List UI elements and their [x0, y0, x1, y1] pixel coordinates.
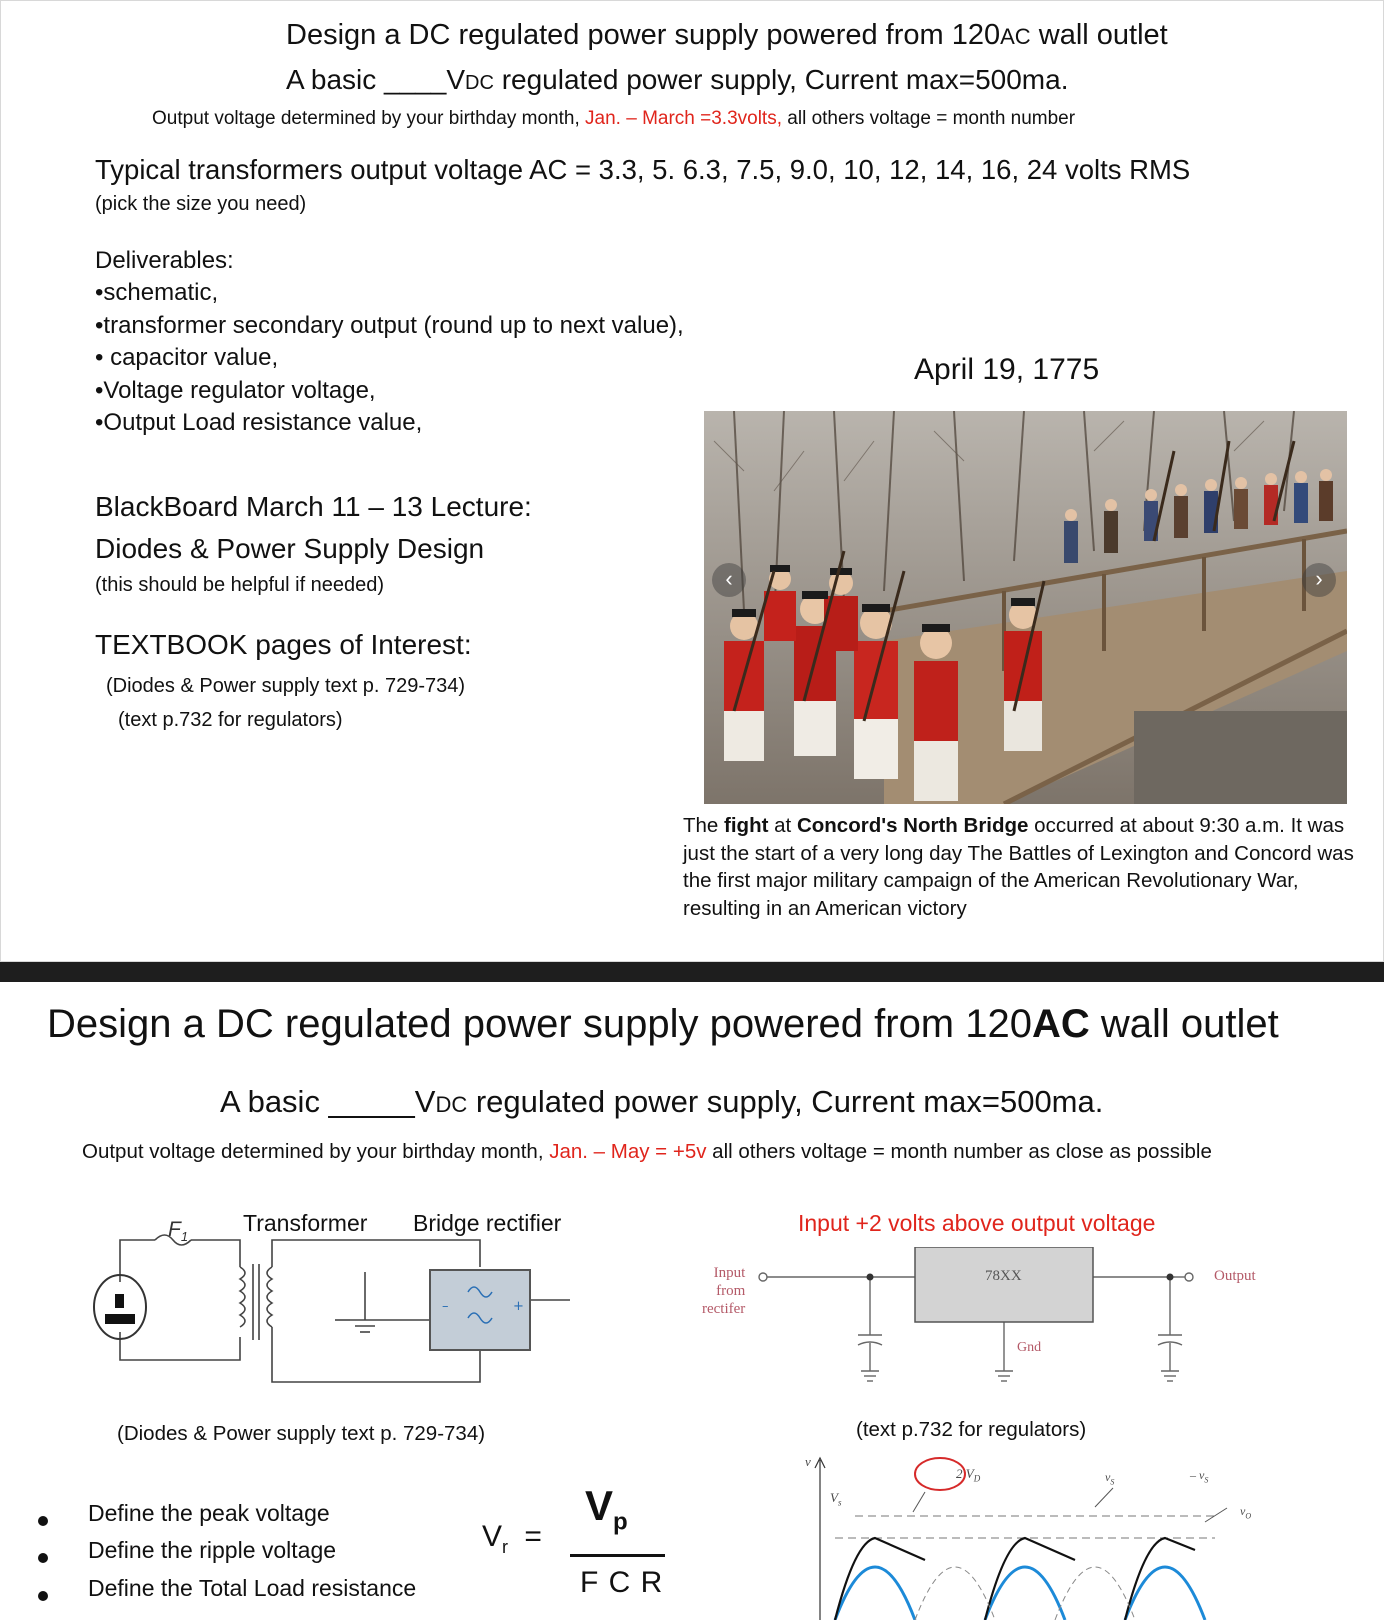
textbook-ref-1: (Diodes & Power supply text p. 729-734) — [106, 675, 466, 697]
power-supply-schematic — [85, 1222, 570, 1402]
slide2-title: Design a DC regulated power supply powered from 120AC wall outlet — [47, 1002, 1279, 1046]
regulator-output-label: Output — [1214, 1268, 1256, 1284]
regulator-gnd-label: Gnd — [1017, 1340, 1042, 1355]
transformer-label: Transformer — [243, 1210, 368, 1236]
formula-fraction-bar — [570, 1554, 665, 1557]
photo-prev-arrow-icon[interactable]: ‹ — [712, 563, 746, 597]
regulator-chip-label: 78XX — [985, 1268, 1022, 1284]
bridge-rectifier-label: Bridge rectifier — [413, 1210, 562, 1236]
battle-photo — [704, 411, 1347, 804]
slide2-output-note: Output voltage determined by your birthday month, Jan. – May = +5v all others voltage = month number as close as possible — [82, 1140, 1212, 1163]
svg-text:+: + — [513, 1299, 524, 1314]
transformers-hint: (pick the size you need) — [95, 193, 307, 215]
diodes-reference: (Diodes & Power supply text p. 729-734) — [117, 1422, 486, 1445]
slide2-subtitle: A basic _____VDC regulated power supply, Current max=500ma. — [220, 1084, 1104, 1119]
date-heading: April 19, 1775 — [914, 353, 1100, 386]
textbook-title: TEXTBOOK pages of Interest: — [95, 629, 472, 660]
wave-vs-peak-label: $v_S$ — [1105, 1470, 1115, 1487]
list-item: • capacitor value, — [95, 344, 279, 371]
bullet-dot — [38, 1516, 48, 1526]
photo-next-arrow-icon[interactable]: › — [1302, 563, 1336, 597]
textbook-ref-2: (text p.732 for regulators) — [118, 709, 343, 731]
slide1-output-note: Output voltage determined by your birthday month, Jan. – March =3.3volts, all others voltage = month number — [152, 108, 1076, 129]
photo-caption: The fight at Concord's North Bridge occurred at about 9:30 a.m. It was just the start of a very long day The Battles of Lexington and Concord was the first major military campaign of the American Revolutionary War, resulting in an American victory — [683, 814, 1354, 920]
lecture-hint: (this should be helpful if needed) — [95, 574, 385, 596]
transformers-line: Typical transformers output voltage AC = 3.3, 5. 6.3, 7.5, 9.0, 10, 12, 14, 16, 24 volts RMS — [95, 154, 1191, 185]
wave-neg-vs-label: – $v_S$ — [1190, 1468, 1209, 1485]
svg-text:–: – — [442, 1299, 449, 1314]
formula-denominator: F C R — [580, 1566, 664, 1599]
regulator-heading: Input +2 volts above output voltage — [798, 1210, 1156, 1236]
slide1-subtitle: A basic ____VDC regulated power supply, Current max=500ma. — [286, 64, 1069, 95]
formula-lhs: $V_r$ = — [482, 1520, 542, 1557]
slide-2 — [0, 982, 1384, 1620]
deliverables-title: Deliverables: — [95, 247, 234, 274]
list-item: •Voltage regulator voltage, — [95, 376, 376, 404]
list-item: Define the peak voltage — [88, 1500, 330, 1526]
bullet-dot — [38, 1553, 48, 1563]
list-item: Define the ripple voltage — [88, 1537, 337, 1563]
formula-numerator: $V_p$ — [585, 1482, 628, 1536]
slide1-title: Design a DC regulated power supply powered from 120AC wall outlet — [286, 19, 1168, 51]
lecture-line-1: BlackBoard March 11 – 13 Lecture: — [95, 491, 532, 522]
wave-vo-label: $v_O$ — [1240, 1504, 1252, 1521]
regulator-input-label: Input from rectifer — [702, 1265, 746, 1317]
list-item: •transformer secondary output (round up to next value), — [95, 311, 684, 339]
photo-illustration — [704, 411, 1347, 804]
wave-2vd-label: 2 $V_D$ — [956, 1466, 981, 1484]
slide-divider — [0, 962, 1384, 982]
list-item: •Output Load resistance value, — [95, 409, 423, 436]
wave-vs-label: $V_s$ — [830, 1490, 842, 1508]
fuse-label: $F_1$ — [168, 1218, 189, 1245]
lecture-line-2: Diodes & Power Supply Design — [95, 533, 485, 564]
list-item: Define the Total Load resistance — [88, 1575, 417, 1601]
bullet-dot — [38, 1591, 48, 1601]
wave-axis-label: v — [805, 1454, 811, 1469]
regulator-reference: (text p.732 for regulators) — [856, 1418, 1087, 1441]
deliverables-list — [95, 277, 684, 440]
list-item: •schematic, — [95, 279, 219, 306]
